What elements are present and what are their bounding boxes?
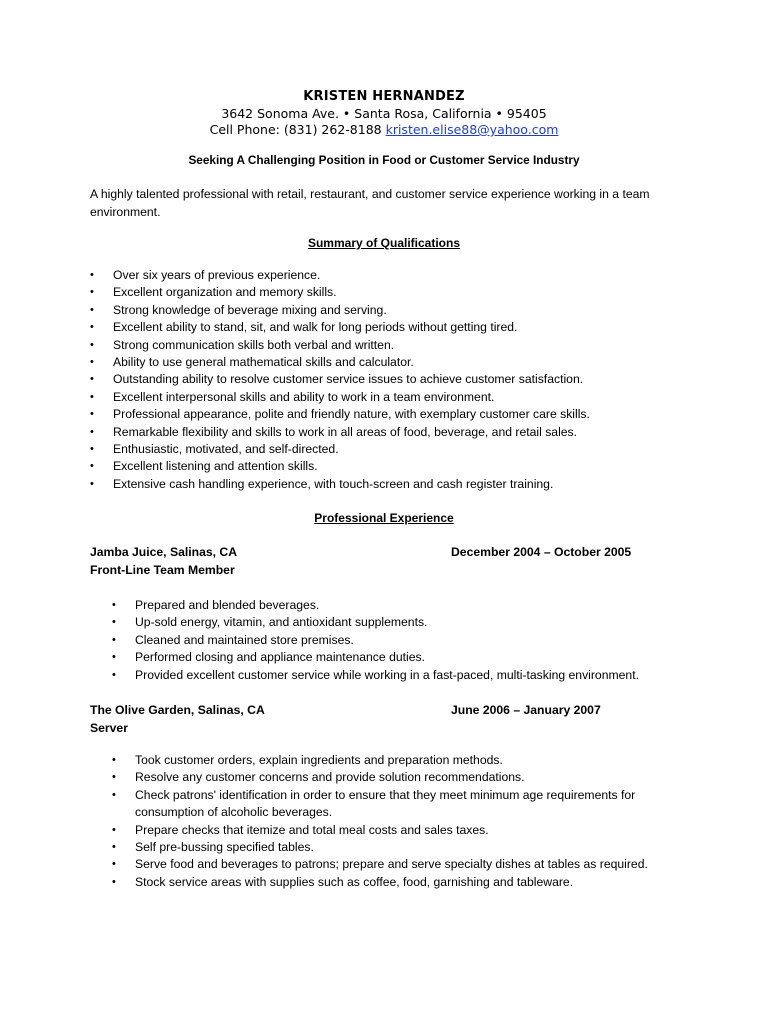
objective-statement: Seeking A Challenging Position in Food or Customer Service Industry	[188, 153, 580, 167]
bullet-icon: •	[90, 443, 94, 456]
job-dates: December 2004 – October 2005	[451, 545, 632, 559]
list-item: • Performed closing and appliance maintenance duties.	[112, 649, 712, 666]
bullet-icon: •	[112, 875, 116, 888]
bullet-icon: •	[90, 321, 94, 334]
list-item: • Prepare checks that itemize and total meal costs and sales taxes.	[112, 822, 687, 839]
list-item: • Up-sold energy, vitamin, and antioxidant supplements.	[112, 614, 712, 631]
bullet-icon: •	[90, 338, 94, 351]
bullet-icon: •	[90, 477, 94, 490]
bullet-icon: •	[112, 823, 116, 836]
list-item: • Excellent listening and attention skills.	[90, 458, 710, 475]
job-header-jamba-juice	[90, 544, 237, 579]
job-duties-list	[112, 597, 712, 684]
address-line: 3642 Sonoma Ave. • Santa Rosa, California • 95405	[221, 106, 547, 121]
job-company: Jamba Juice, Salinas, CA	[90, 545, 237, 559]
list-item: • Enthusiastic, motivated, and self-directed.	[90, 441, 710, 458]
bullet-icon: •	[90, 269, 94, 281]
bullet-icon: •	[112, 599, 116, 611]
job-dates: June 2006 – January 2007	[451, 703, 601, 717]
summary-paragraph: A highly talented professional with retail, restaurant, and customer service experience working in a team environment.	[90, 187, 650, 219]
candidate-name: KRISTEN HERNANDEZ	[303, 89, 465, 104]
list-item: • Self pre-bussing specified tables.	[112, 839, 687, 856]
list-item: • Over six years of previous experience.	[90, 267, 710, 284]
bullet-icon: •	[112, 616, 116, 629]
contact-line	[0, 122, 768, 137]
bullet-icon: •	[90, 390, 94, 403]
list-item: • Remarkable flexibility and skills to work in all areas of food, beverage, and retail sales.	[90, 424, 710, 441]
job-role: Server	[90, 720, 128, 735]
qualifications-list	[90, 267, 710, 493]
bullet-icon: •	[112, 788, 116, 801]
bullet-icon: •	[112, 754, 116, 766]
bullet-icon: •	[112, 633, 116, 646]
bullet-icon: •	[112, 668, 116, 681]
list-item: • Strong communication skills both verbal and written.	[90, 337, 710, 354]
job-header-olive-garden	[90, 702, 265, 737]
bullet-icon: •	[112, 858, 116, 871]
list-item: • Outstanding ability to resolve customer service issues to achieve customer satisfaction.	[90, 371, 710, 388]
qualifications-heading: Summary of Qualifications	[307, 236, 461, 250]
bullet-icon: •	[90, 460, 94, 473]
experience-heading: Professional Experience	[314, 511, 454, 525]
list-item: • Strong knowledge of beverage mixing and serving.	[90, 302, 710, 319]
list-item: • Excellent organization and memory skills.	[90, 284, 710, 301]
bullet-icon: •	[90, 373, 94, 386]
list-item: • Serve food and beverages to patrons; prepare and serve specialty dishes at tables as required.	[112, 856, 687, 873]
job-role: Front-Line Team Member	[90, 562, 235, 577]
list-item: • Extensive cash handling experience, with touch-screen and cash register training.	[90, 476, 710, 493]
list-item: • Excellent ability to stand, sit, and walk for long periods without getting tired.	[90, 319, 710, 336]
list-item: • Took customer orders, explain ingredients and preparation methods.	[112, 752, 687, 769]
list-item: • Resolve any customer concerns and provide solution recommendations.	[112, 769, 687, 786]
bullet-icon: •	[112, 651, 116, 664]
bullet-icon: •	[112, 841, 116, 854]
list-item: • Provided excellent customer service while working in a fast-paced, multi-tasking environment.	[112, 667, 712, 684]
bullet-icon: •	[90, 303, 94, 316]
list-item: • Stock service areas with supplies such as coffee, food, garnishing and tableware.	[112, 874, 687, 891]
bullet-icon: •	[90, 356, 94, 369]
list-item: • Check patrons' identification in order to ensure that they meet minimum age requirements for consumption of alcoholic beverages.	[112, 787, 636, 820]
list-item: • Prepared and blended beverages.	[112, 597, 712, 614]
job-duties-list	[112, 752, 687, 891]
bullet-icon: •	[90, 425, 94, 438]
list-item: • Excellent interpersonal skills and ability to work in a team environment.	[90, 389, 710, 406]
phone-text: Cell Phone: (831) 262-8188	[209, 122, 386, 137]
list-item: • Professional appearance, polite and friendly nature, with exemplary customer care skills.	[90, 406, 710, 423]
bullet-icon: •	[112, 771, 116, 784]
email-link[interactable]: kristen.elise88@yahoo.com	[385, 122, 559, 137]
list-item: • Ability to use general mathematical skills and calculator.	[90, 354, 710, 371]
job-company: The Olive Garden, Salinas, CA	[90, 703, 265, 717]
bullet-icon: •	[90, 286, 94, 299]
bullet-icon: •	[90, 408, 94, 421]
list-item: • Cleaned and maintained store premises.	[112, 632, 712, 649]
